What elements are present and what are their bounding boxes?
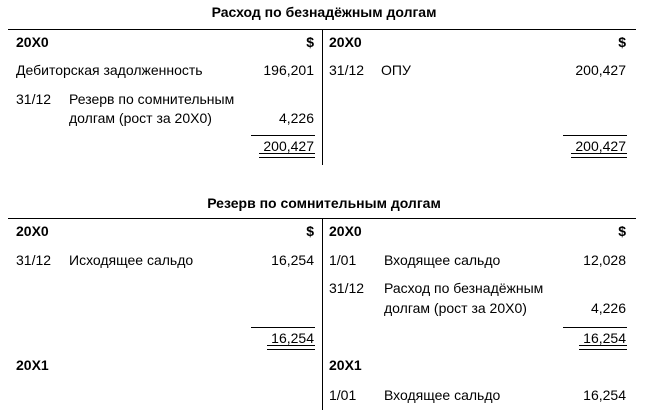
account2-right-row2-desc-line1: Расход по безнадёжным xyxy=(384,280,544,296)
account1-right-year: 20X0 xyxy=(329,34,362,50)
account1-right-row1-date: 31/12 xyxy=(329,62,365,78)
account2-right-row2-amount: 4,226 xyxy=(590,300,626,316)
account2-right-year: 20X0 xyxy=(329,223,362,239)
account1-left-row2-desc-line1: Резерв по сомнительным xyxy=(69,91,235,107)
account2-right-row1-amount: 12,028 xyxy=(583,252,626,268)
account2-title: Резерв по сомнительным долгам xyxy=(207,195,441,211)
account1-left-double-underline xyxy=(259,153,315,158)
account1-title: Расход по безнадёжным долгам xyxy=(211,4,437,20)
account2-left-row1-desc: Исходящее сальдо xyxy=(69,252,194,268)
account1-left-row2-desc-line2: долгам (рост за 20X0) xyxy=(69,110,212,126)
account1-left-row2-amount: 4,226 xyxy=(278,110,314,126)
account1-right-row1-amount: 200,427 xyxy=(575,62,626,78)
account2-left-year: 20X0 xyxy=(16,223,49,239)
account1-left-total: 200,427 xyxy=(263,138,314,154)
account2-left-currency: $ xyxy=(306,223,314,239)
account2-right-row1-date: 1/01 xyxy=(329,252,357,268)
account1-right-row1-desc: ОПУ xyxy=(381,62,411,78)
account2-right-next-row1-date: 1/01 xyxy=(329,387,357,403)
account2-left-row1-date: 31/12 xyxy=(16,252,52,268)
account1-right-double-underline xyxy=(571,153,627,158)
account2-right-row2-date: 31/12 xyxy=(329,280,365,296)
account1-right-total: 200,427 xyxy=(575,138,626,154)
account1-left-year: 20X0 xyxy=(16,34,49,50)
account2-right-next-row1-amount: 16,254 xyxy=(583,387,626,403)
account2-right-next-year: 20X1 xyxy=(329,357,362,373)
account1-right-currency: $ xyxy=(618,34,626,50)
account1-left-currency: $ xyxy=(306,34,314,50)
account1-left-row2-date: 31/12 xyxy=(16,91,52,107)
account2-right-total: 16,254 xyxy=(583,330,626,346)
account2-left-row1-amount: 16,254 xyxy=(271,252,314,268)
account2-right-next-row1-desc: Входящее сальдо xyxy=(384,387,501,403)
account2-right-double-underline xyxy=(579,345,627,350)
account1-divider xyxy=(322,29,323,165)
account2-right-row2-desc-line2: долгам (рост за 20X0) xyxy=(384,300,527,316)
account1-left-subtotal-rule xyxy=(251,135,315,136)
account1-left-row1-desc: Дебиторская задолженность xyxy=(16,62,203,78)
account2-right-row1-desc: Входящее сальдо xyxy=(384,252,501,268)
account2-left-double-underline xyxy=(267,345,315,350)
account2-divider xyxy=(322,218,323,410)
account2-left-total: 16,254 xyxy=(271,330,314,346)
account2-right-subtotal-rule xyxy=(563,327,627,328)
account2-left-subtotal-rule xyxy=(251,327,315,328)
account2-right-currency: $ xyxy=(618,223,626,239)
account1-right-subtotal-rule xyxy=(563,135,627,136)
account2-left-next-year: 20X1 xyxy=(16,357,49,373)
account1-left-row1-amount: 196,201 xyxy=(263,62,314,78)
